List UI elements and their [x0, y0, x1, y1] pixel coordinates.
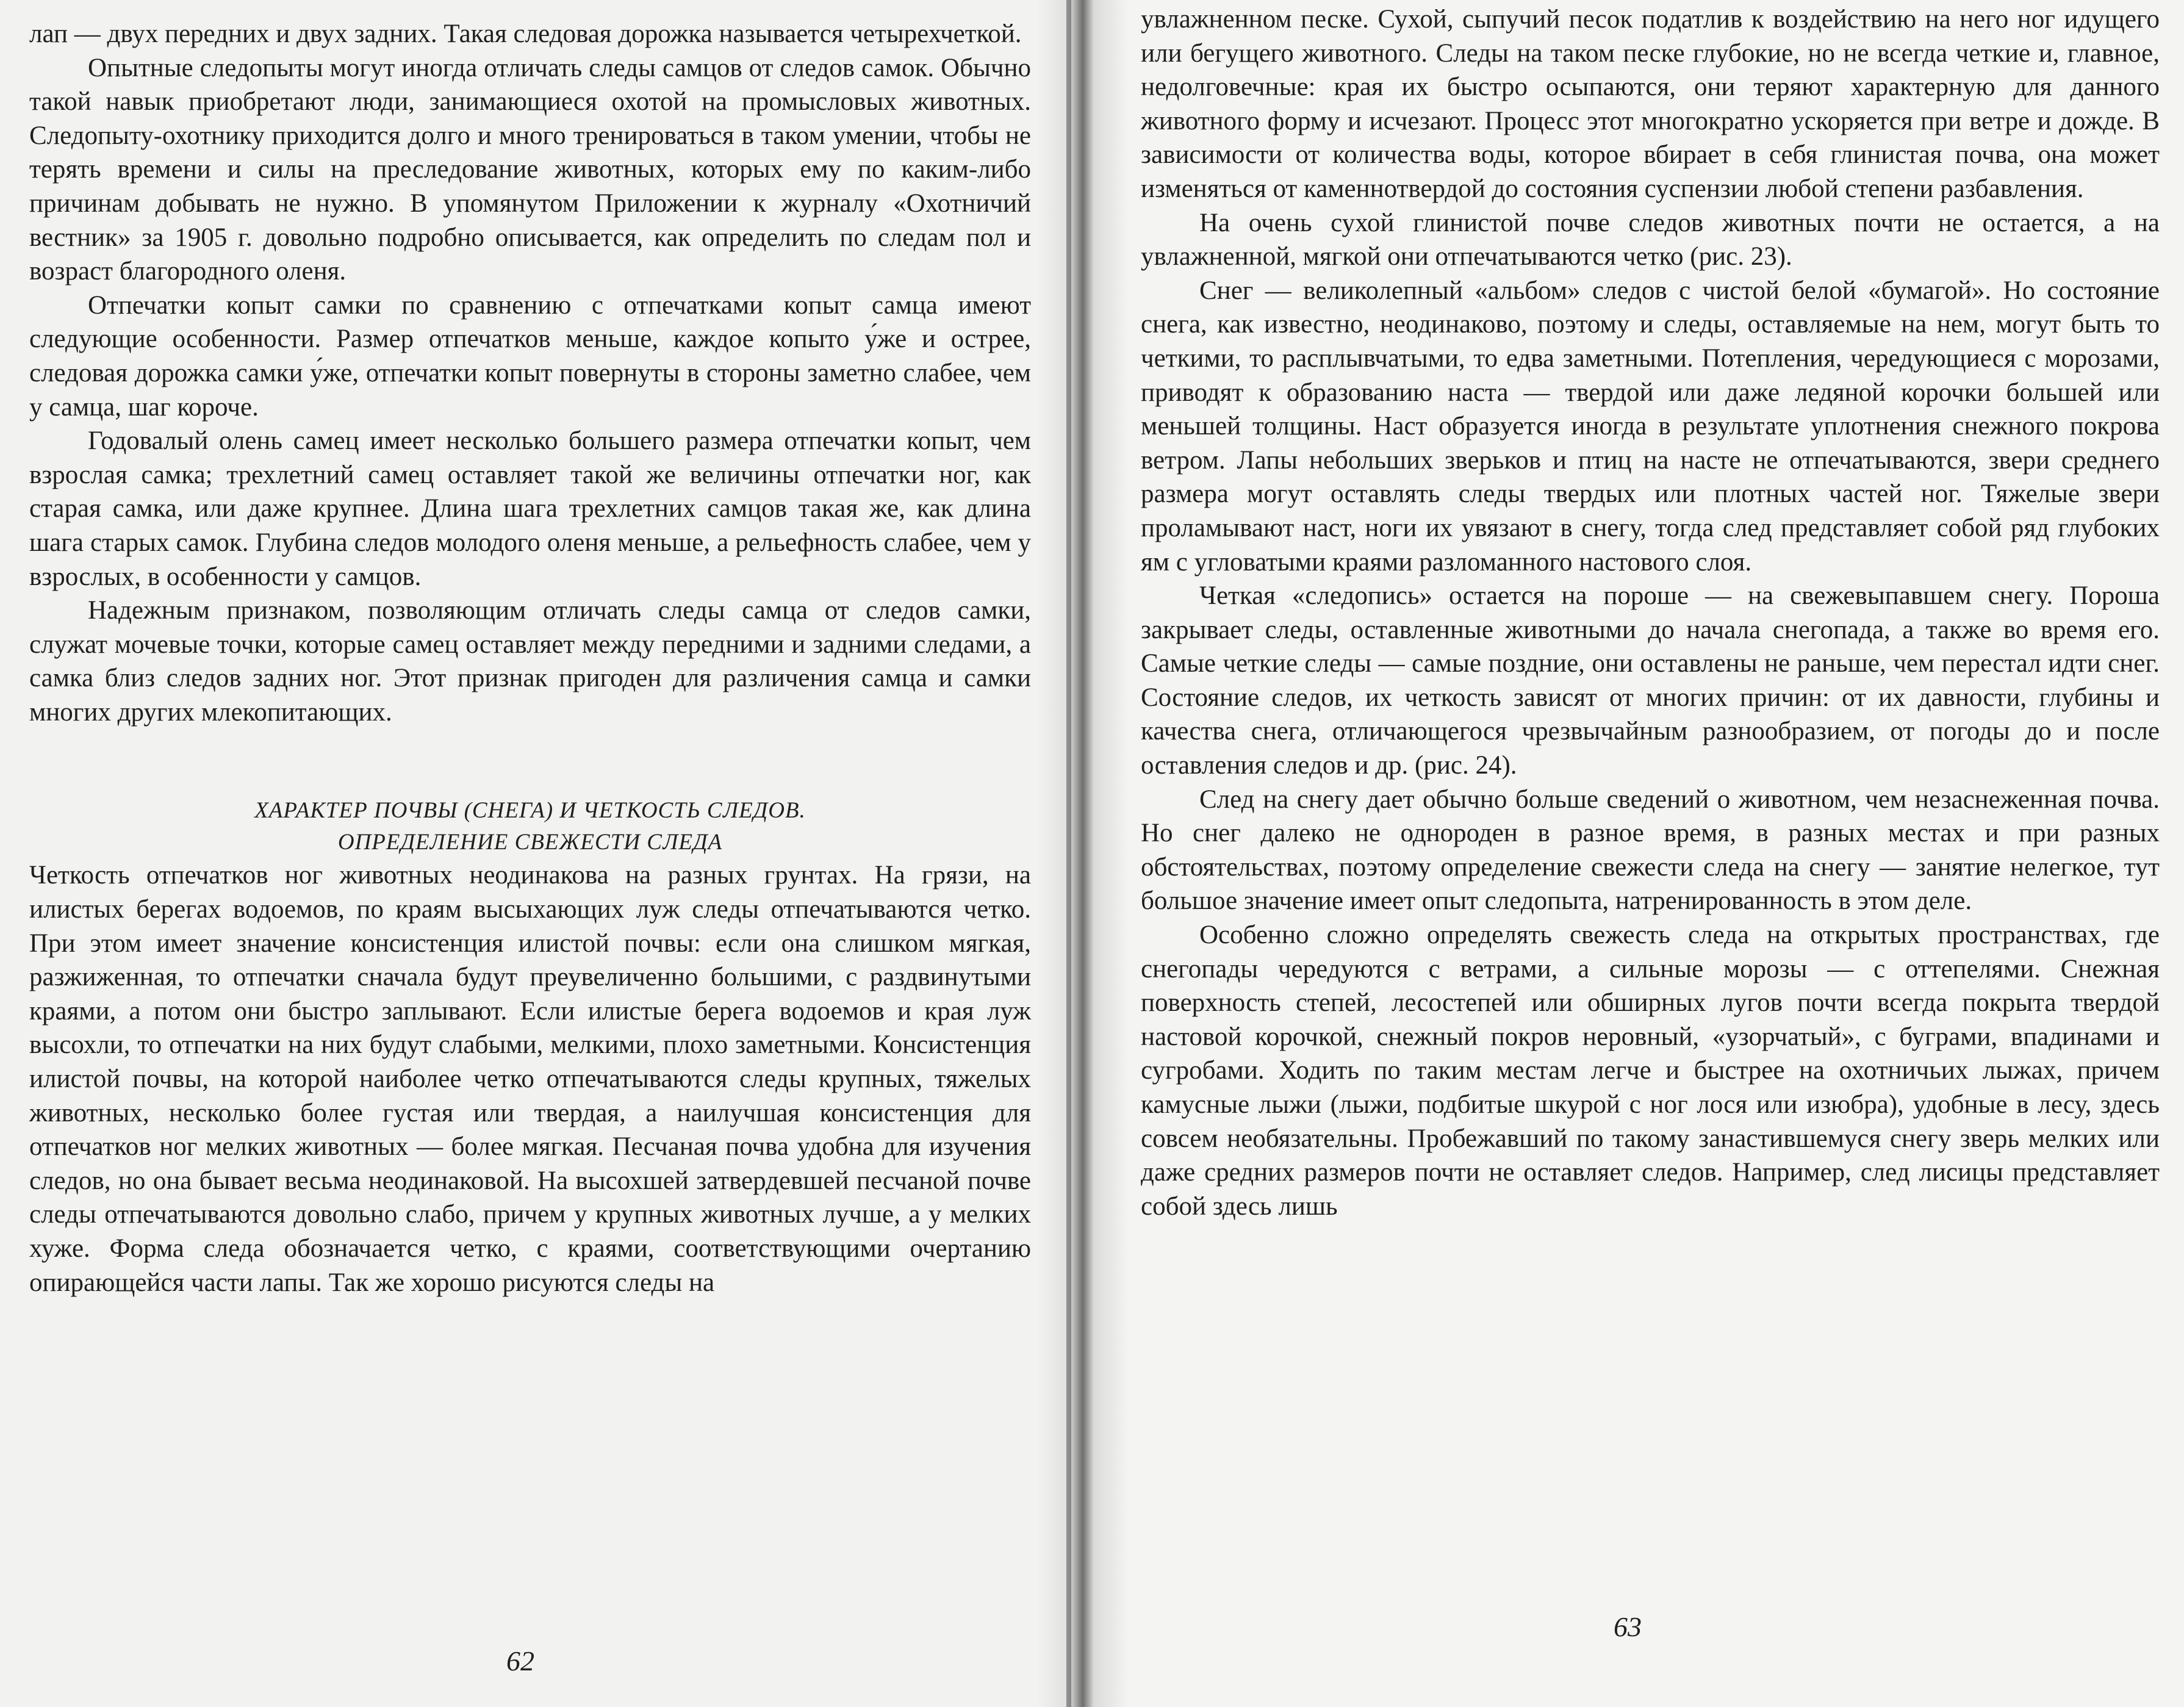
left-paragraph-5: Надежным признаком, позволяющим отличать следы самца от следов самки, служат мочевые точки, которые самец оставляет между передними и задними следами, а самка близ следов задних ног. Этот признак пригоден для различения самца и самки многих других млекопитающих. [29, 596, 1031, 727]
right-paragraph-5: След на снегу дает обычно больше сведений о животном, чем незаснеженная почва. Но снег далеко не однороден в разное время, в разных местах и при разных обстоятельствах, поэтому определение свежести следа на снегу — занятие нелегкое, тут большое значение имеет опыт следопыта, натренированность в этом деле. [1141, 785, 2160, 916]
right-paragraph-2: На очень сухой глинистой почве следов животных почти не остается, а на увлажненной, мягкой они отпечатываются четко (рис. 23). [1141, 208, 2160, 271]
section-heading [29, 795, 1031, 858]
right-paragraph-1: увлажненном песке. Сухой, сыпучий песок податлив к воздействию на него ног идущего или бегущего животного. Следы на таком песке глубокие, но не всегда четкие и, главное, недолговечные: края их быстро осыпаются, они теряют характерную для данного животного форму и исчезают. Процесс этот многократно ускоряется при ветре и дожде. В зависимости от количества воды, которое вбирает в себя глинистая почва, она может изменяться от каменнотвердой до состояния суспензии любой степени разбавления. [1141, 5, 2160, 203]
left-paragraph-3: Отпечатки копыт самки по сравнению с отпечатками копыт самца имеют следующие особенности. Размер отпечатков меньше, каждое копыто у́же и острее, следовая дорожка самки у́же, отпечатки копыт повернуты в стороны заметно слабее, чем у самца, шаг короче. [29, 290, 1031, 422]
right-page [1074, 0, 2184, 1707]
right-paragraph-3: Снег — великолепный «альбом» следов с чистой белой «бумагой». Но состояние снега, как известно, неодинаково, поэтому и следы, оставляемые на нем, могут быть то четкими, то расплывчатыми, то едва заметными. Потепления, чередующиеся с морозами, приводят к образованию наста — твердой или даже ледяной корочки большей или меньшей толщины. Наст образуется иногда в результате уплотнения снежного покрова ветром. Лапы небольших зверьков и птиц на насте не отпечатываются, звери среднего размера могут оставлять следы твердых или плотных частей ног. Тяжелые звери проламывают наст, ноги их увязают в снегу, тогда след представляет собой ряд глубоких ям с угловатыми краями разломанного настового слоя. [1141, 276, 2160, 577]
page-edge [1066, 0, 1071, 1707]
left-page [0, 0, 1074, 1707]
left-paragraph-1: лап — двух передних и двух задних. Такая следовая дорожка называется четырехчеткой. [29, 20, 1022, 48]
section-heading-line-1: ХАРАКТЕР ПОЧВЫ (СНЕГА) И ЧЕТКОСТЬ СЛЕДОВ. [254, 798, 806, 824]
section-heading-line-2: ОПРЕДЕЛЕНИЕ СВЕЖЕСТИ СЛЕДА [337, 830, 723, 855]
page-number-left: 62 [506, 1645, 534, 1676]
page-number-right: 63 [1614, 1611, 1642, 1642]
left-paragraph-2: Опытные следопыты могут иногда отличать следы самцов от следов самок. Обычно такой навык приобретают люди, занимающиеся охотой на промысловых животных. Следопыту-охотнику приходится долго и много тренироваться в таком умении, чтобы не терять времени и силы на преследование животных, которых ему по каким-либо причинам добывать не нужно. В упомянутом Приложении к журналу «Охотничий вестник» за 1905 г. довольно подробно описывается, как определить по следам пол и возраст благородного оленя. [29, 53, 1031, 286]
section-paragraph: Четкость отпечатков ног животных неодинакова на разных грунтах. На грязи, на илистых берегах водоемов, по краям высыхающих луж следы отпечатываются четко. При этом имеет значение консистенция илистой почвы: если она слишком мягкая, разжиженная, то отпечатки сначала будут преувеличенно большими, с раздвинутыми краями, а потом они быстро заплывают. Если илистые берега водоемов и края луж высохли, то отпечатки на них будут слабыми, мелкими, плохо заметными. Консистенция илистой почвы, на которой наиболее четко отпечатываются следы крупных, тяжелых животных, несколько более густая или твердая, а наилучшая консистенция для отпечатков ног мелких животных — более мягкая. Песчаная почва удобна для изучения следов, но она бывает весьма неодинаковой. На высохшей затвердевшей песчаной почве следы отпечатываются довольно слабо, причем у крупных животных лучше, а у мелких хуже. Форма следа обозначается четко, с краями, соответствующими очертанию опирающейся части лапы. Так же хорошо рисуются следы на [29, 861, 1031, 1297]
right-paragraph-4: Четкая «следопись» остается на пороше — на свежевыпавшем снегу. Пороша закрывает следы, оставленные животными до начала снегопада, а также во время его. Самые четкие следы — самые поздние, они оставлены не раньше, чем перестал идти снег. Состояние следов, их четкость зависят от многих причин: от их давности, глубины и качества снега, отличающегося чрезвычайным разнообразием, от погоды до и после оставления следов и др. (рис. 24). [1141, 581, 2160, 780]
right-paragraph-6: Особенно сложно определять свежесть следа на открытых пространствах, где снегопады чередуются с ветрами, а сильные морозы — с оттепелями. Снежная поверхность степей, лесостепей или обширных лугов почти всегда покрыта твердой настовой корочкой, снежный покров неровный, «узорчатый», с буграми, впадинами и сугробами. Ходить по таким местам легче и быстрее на охотничьих лыжах, причем камусные лыжи (лыжи, подбитые шкурой с ног лося или изюбра), удобные в лесу, здесь совсем необязательны. Пробежавший по такому занастившемуся снегу зверь мелких или даже средних размеров почти не оставляет следов. Например, след лисицы представляет собой здесь лишь [1141, 921, 2160, 1221]
left-paragraph-4: Годовалый олень самец имеет несколько большего размера отпечатки копыт, чем взрослая самка; трехлетний самец оставляет такой же величины отпечатки ног, как старая самка, или даже крупнее. Длина шага трехлетних самцов такая же, как длина шага старых самок. Глубина следов молодого оленя меньше, а рельефность слабее, чем у взрослых, в особенности у самцов. [29, 426, 1031, 591]
